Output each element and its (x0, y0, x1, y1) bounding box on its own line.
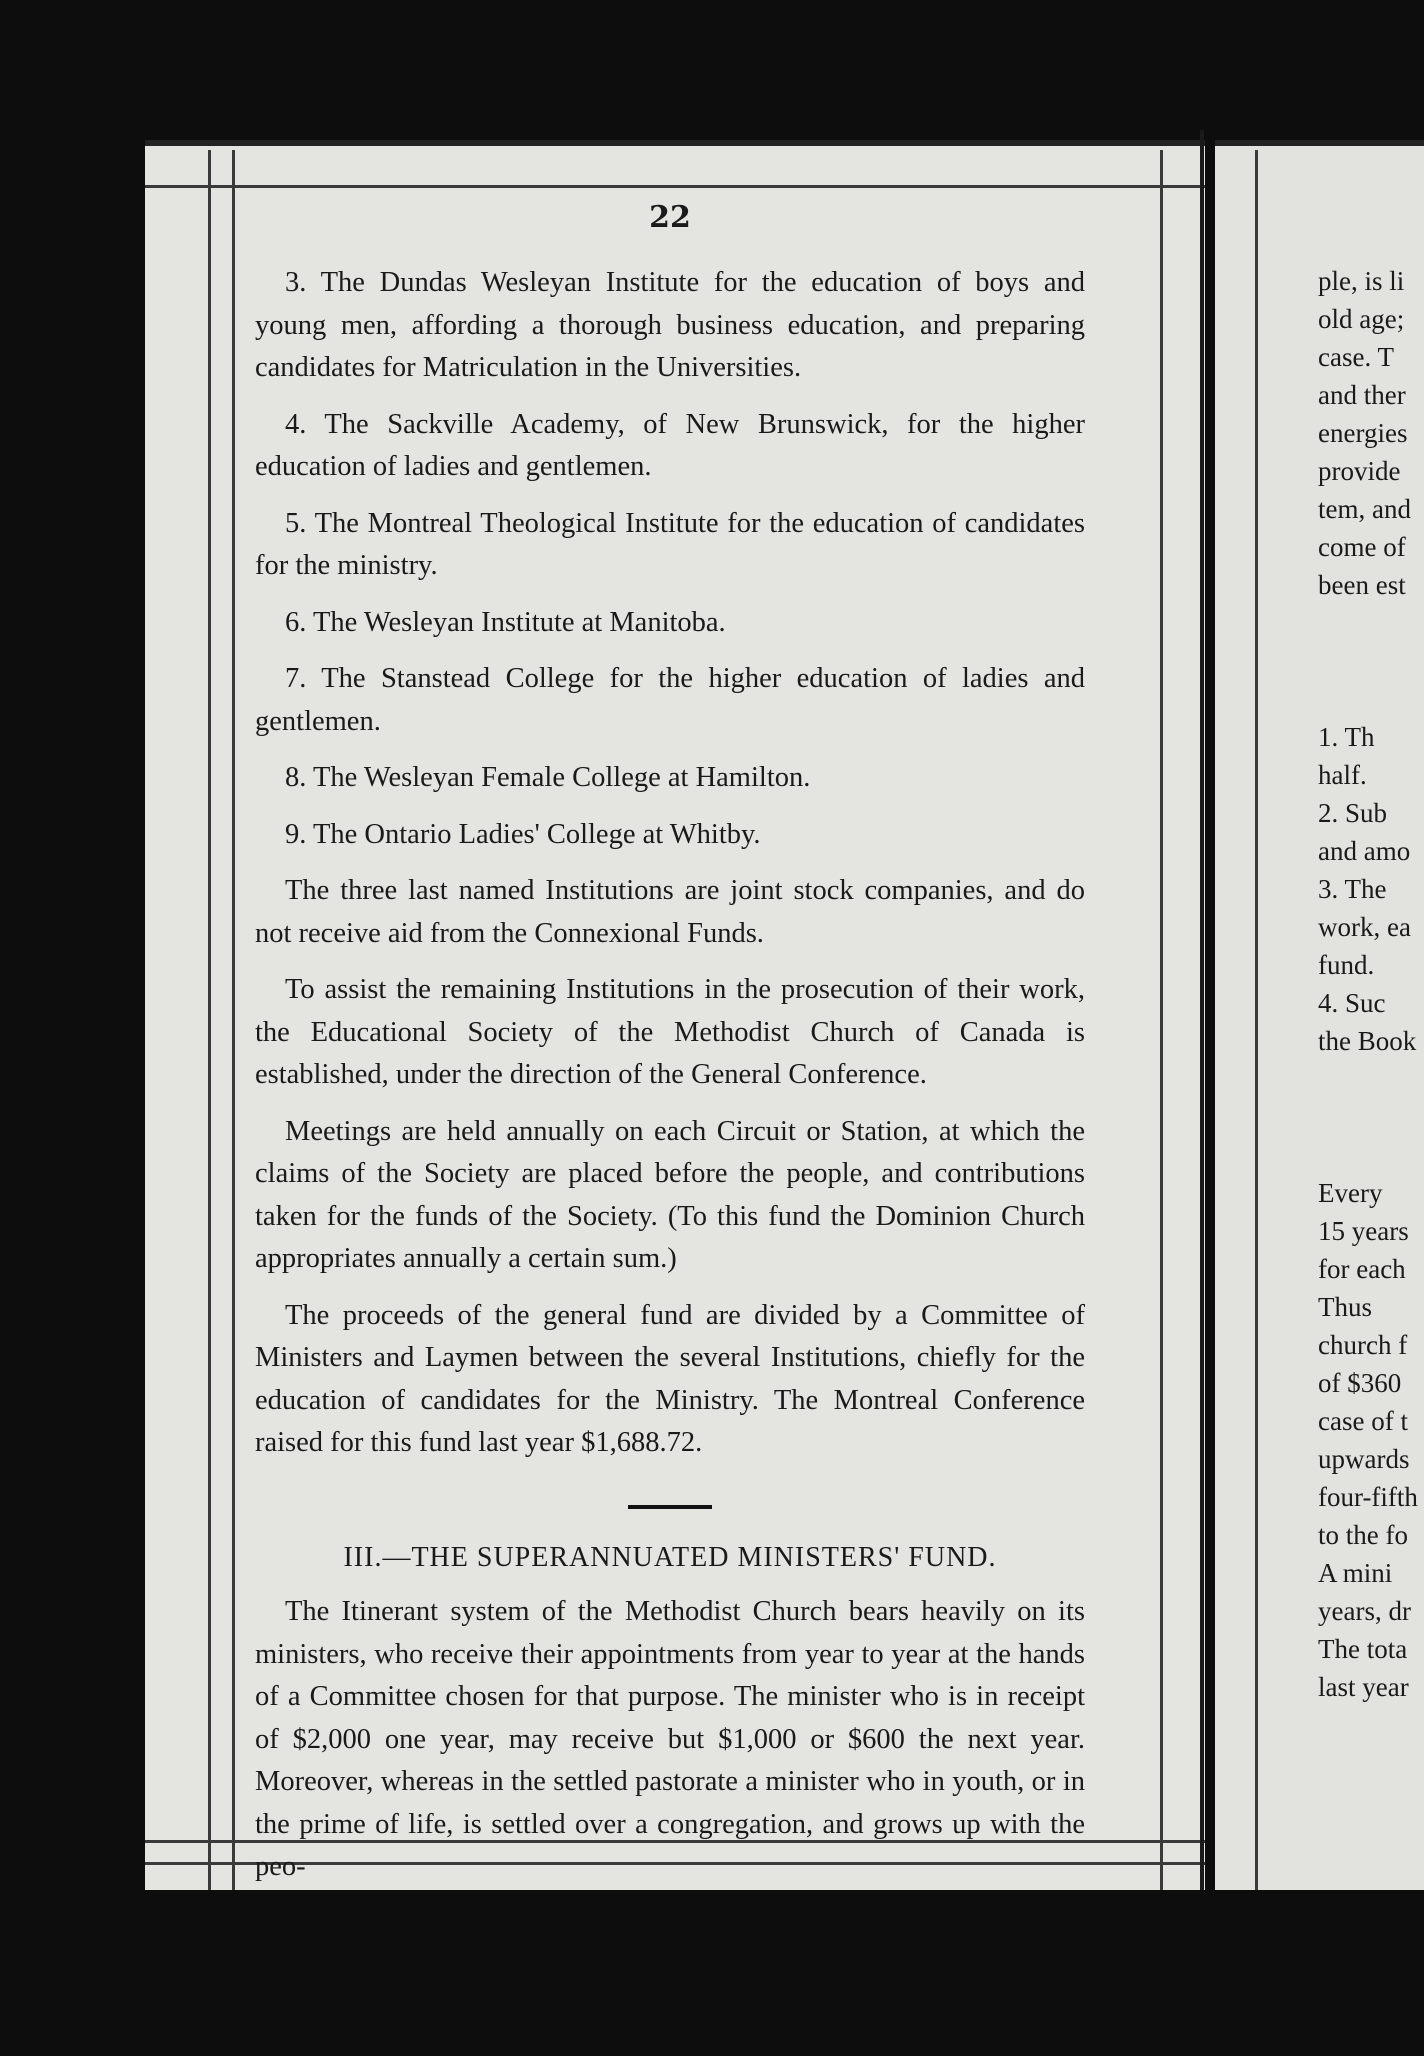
paragraph-proceeds: The proceeds of the general fund are divided by a Committee of Ministers and Laymen between the several Institutions, chiefly for the education of candidates for the Ministry. The Montreal Conference raised for this fund last year $1,688.72. (255, 1299, 1085, 1458)
paragraph-itinerant-system: The Itinerant system of the Methodist Church bears heavily on its ministers, who receive their appointments from year to year at the hands of a Committee chosen for that purpose. The minister who is in receipt of $2,000 one year, may receive but $1,000 or $600 the next year. Moreover, whereas in the settled pastorate a minister who in youth, or in the prime of life, is settled over a congregation, and grows up with the peo- (255, 1596, 1085, 1882)
right-page-line: for each (1318, 1254, 1406, 1284)
right-page-line: to the fo (1318, 1520, 1408, 1550)
right-page-line (1318, 1060, 1424, 1098)
right-page-line: case of t (1318, 1406, 1408, 1436)
right-page-line: energies (1318, 418, 1408, 448)
section-divider (628, 1505, 712, 1509)
right-page-line: A mini (1318, 1558, 1393, 1588)
paragraph-item-9: 9. The Ontario Ladies' College at Whitby. (285, 818, 761, 850)
right-page-line (1318, 642, 1424, 680)
top-frame-line (145, 185, 1205, 188)
paragraph-item-7: 7. The Stanstead College for the higher education of ladies and gentlemen. (255, 663, 1085, 737)
right-page-line (1318, 604, 1424, 642)
right-page-line: last year (1318, 1672, 1409, 1702)
page-number: 22 (649, 200, 691, 235)
right-page-line: and ther (1318, 380, 1406, 410)
right-page-line: four-fifth (1318, 1482, 1418, 1512)
right-page-line: come of (1318, 532, 1406, 562)
right-page-line: 15 years (1318, 1216, 1409, 1246)
section-heading: III.—THE SUPERANNUATED MINISTERS' FUND. (343, 1541, 997, 1573)
right-page-line: provide (1318, 456, 1401, 486)
right-page-line: half. (1318, 760, 1367, 790)
right-frame-border (1160, 150, 1163, 1890)
paragraph-item-4: 4. The Sackville Academy, of New Brunswick, for the higher education of ladies and gentlemen. (255, 408, 1085, 482)
right-page-line: the Book (1318, 1026, 1417, 1056)
left-frame-border (208, 150, 211, 1890)
right-page-line (1318, 1098, 1424, 1136)
paragraph-joint-stock: The three last named Institutions are joint stock companies, and do not receive aid from the Connexional Funds. (255, 875, 1085, 949)
right-page-line: of $360 (1318, 1368, 1402, 1398)
right-page-line: church f (1318, 1330, 1408, 1360)
scan-bottom-margin (145, 1890, 1424, 2056)
paragraph-meetings: Meetings are held annually on each Circuit or Station, at which the claims of the Society are placed before the people, and contributions taken for the funds of the Society. (To this fund the Dominion Church appropriates annually a certain sum.) (255, 1115, 1085, 1274)
right-page-line: 3. The (1318, 874, 1387, 904)
right-page-line: fund. (1318, 950, 1375, 980)
right-page-line: 1. Th (1318, 722, 1375, 752)
paragraph-item-5: 5. The Montreal Theological Institute for the education of candidates for the ministry. (255, 507, 1085, 581)
right-page-line (1318, 680, 1424, 718)
paragraph-item-6: 6. The Wesleyan Institute at Manitoba. (285, 606, 726, 638)
right-page-text-fragments (1318, 262, 1424, 1706)
left-page-text (255, 262, 1085, 1889)
right-page-line: case. T (1318, 342, 1394, 372)
right-page-line: ple, is li (1318, 266, 1405, 296)
paragraph-item-3: 3. The Dundas Wesleyan Institute for the education of boys and young men, affording a thorough business education, and preparing candidates for Matriculation in the Universities. (255, 267, 1085, 383)
right-page-line: The tota (1318, 1634, 1408, 1664)
right-page-line: and amo (1318, 836, 1411, 866)
paragraph-item-8: 8. The Wesleyan Female College at Hamilton. (285, 762, 811, 793)
right-page-line: work, ea (1318, 912, 1411, 942)
right-page-line: Thus (1318, 1292, 1372, 1322)
right-page-line: upwards (1318, 1444, 1410, 1474)
paragraph-educational-society: To assist the remaining Institutions in the prosecution of their work, the Educational Society of the Methodist Church of Canada is established, under the direction of the General Conference. (255, 974, 1085, 1090)
left-frame-inner-border (232, 150, 235, 1890)
right-page-line: 4. Suc (1318, 988, 1386, 1018)
right-page-frame-border (1255, 150, 1258, 1890)
right-page-line: 2. Sub (1318, 798, 1388, 828)
right-page-line: tem, and (1318, 494, 1411, 524)
right-page-line: years, dr (1318, 1596, 1411, 1626)
right-page-line (1318, 1136, 1424, 1174)
right-page-line: been est (1318, 570, 1406, 600)
right-page-line: old age; (1318, 304, 1405, 334)
binding-gutter-line (1200, 130, 1204, 1930)
right-page-line: Every (1318, 1178, 1383, 1208)
